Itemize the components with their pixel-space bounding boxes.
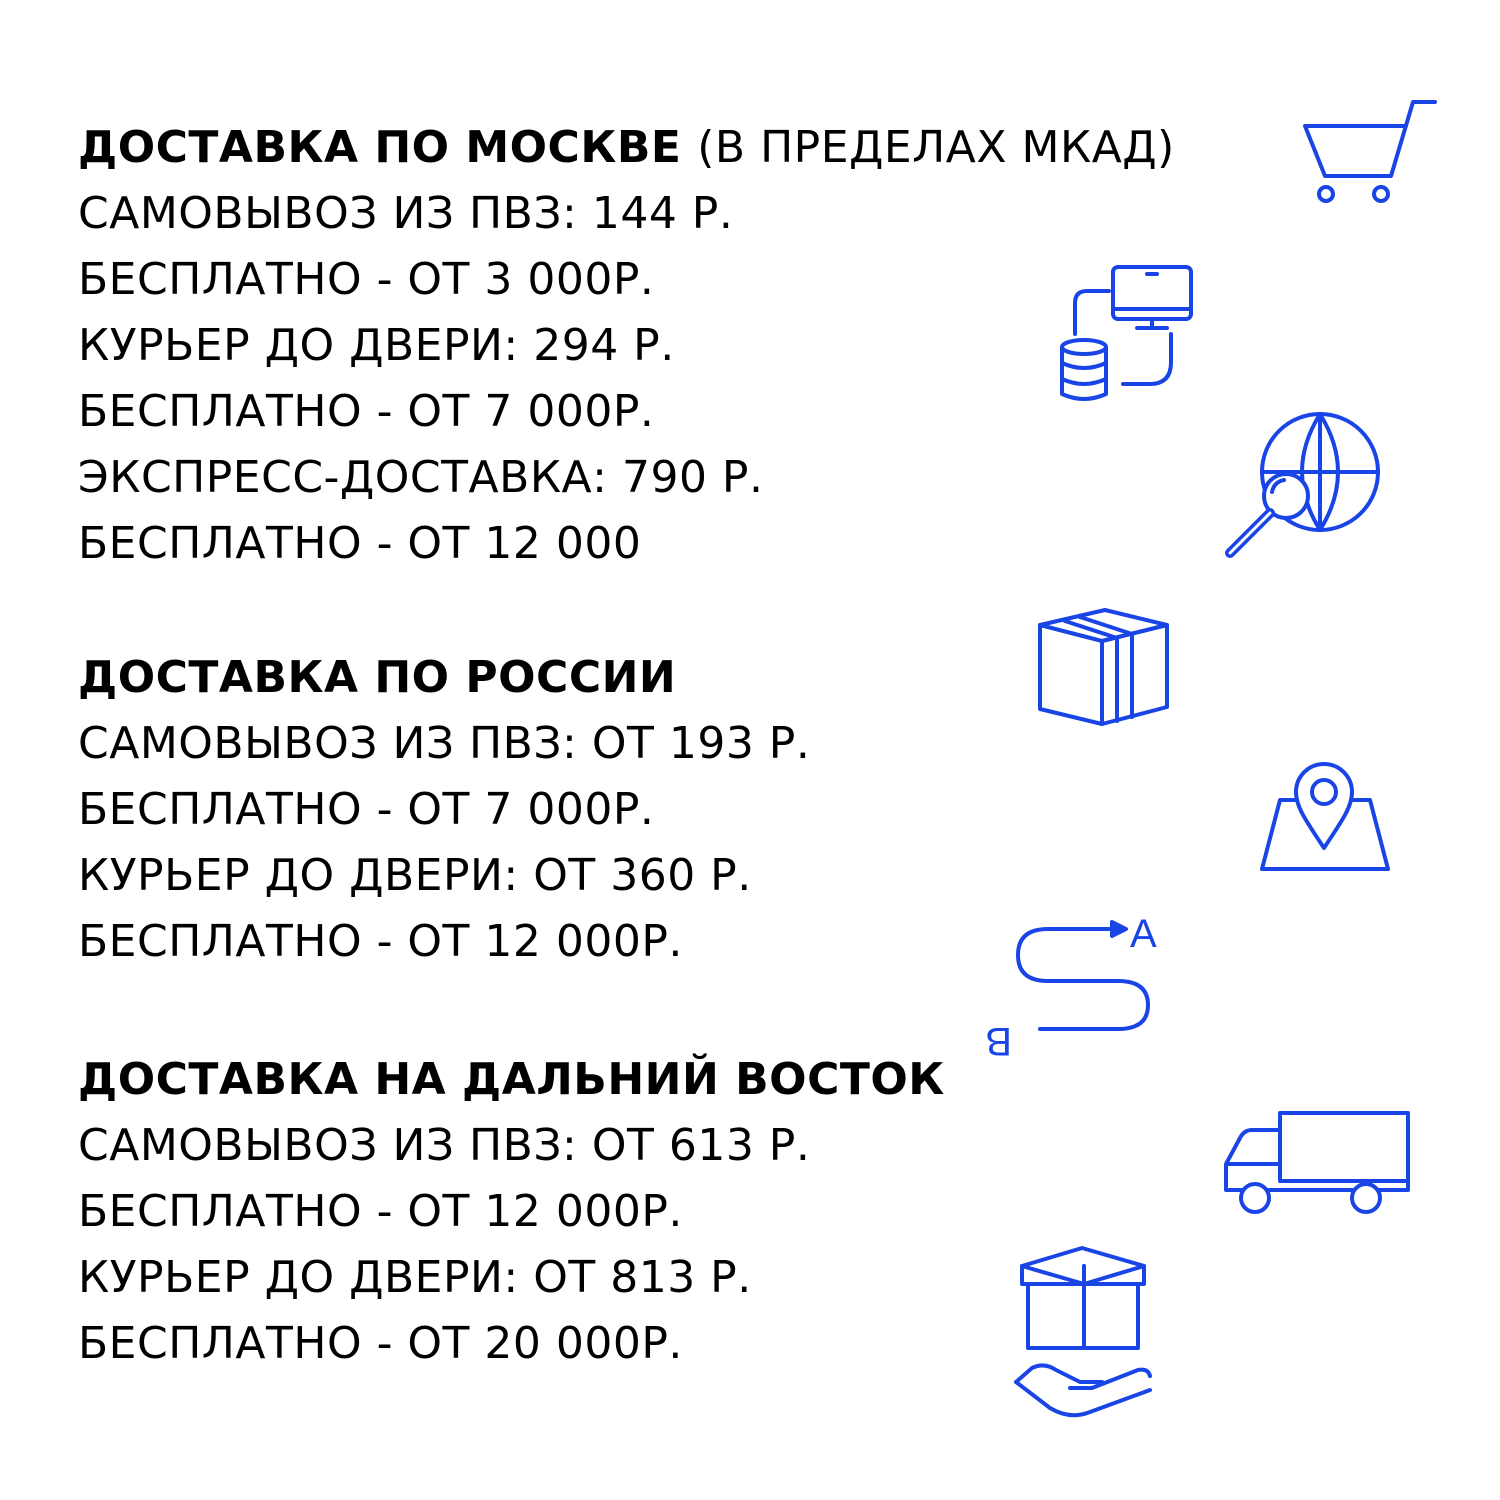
russia-line: БЕСПЛАТНО - ОТ 7 000Р. xyxy=(78,784,655,835)
moscow-title xyxy=(78,115,1175,181)
box-icon xyxy=(1035,605,1175,730)
moscow-line: ЭКСПРЕСС-ДОСТАВКА: 790 Р. xyxy=(78,452,764,503)
route-start-label: B xyxy=(985,1019,1012,1063)
moscow-line: САМОВЫВОЗ ИЗ ПВЗ: 144 Р. xyxy=(78,188,734,239)
russia-line: БЕСПЛАТНО - ОТ 12 000Р. xyxy=(78,916,683,967)
russia-line: САМОВЫВОЗ ИЗ ПВЗ: ОТ 193 Р. xyxy=(78,718,811,769)
shopping-cart-icon xyxy=(1295,98,1440,208)
route-end-label: A xyxy=(1130,912,1157,956)
russia-title: ДОСТАВКА ПО РОССИИ xyxy=(78,652,677,703)
box-on-hand-icon xyxy=(1010,1240,1160,1425)
russia-line: КУРЬЕР ДО ДВЕРИ: ОТ 360 Р. xyxy=(78,850,752,901)
delivery-truck-icon xyxy=(1222,1108,1412,1223)
map-pin-icon xyxy=(1258,762,1393,877)
moscow-delivery-section xyxy=(78,115,1175,577)
far-east-delivery-section xyxy=(78,1047,945,1377)
moscow-line: БЕСПЛАТНО - ОТ 3 000Р. xyxy=(78,254,655,305)
far-east-line: БЕСПЛАТНО - ОТ 12 000Р. xyxy=(78,1186,683,1237)
russia-delivery-section xyxy=(78,645,810,975)
far-east-line: КУРЬЕР ДО ДВЕРИ: ОТ 813 Р. xyxy=(78,1252,752,1303)
far-east-title: ДОСТАВКА НА ДАЛЬНИЙ ВОСТОК xyxy=(78,1054,945,1105)
moscow-title-bold: ДОСТАВКА ПО МОСКВЕ xyxy=(78,122,682,173)
moscow-line: КУРЬЕР ДО ДВЕРИ: 294 Р. xyxy=(78,320,675,371)
moscow-line: БЕСПЛАТНО - ОТ 12 000 xyxy=(78,518,642,569)
moscow-line: БЕСПЛАТНО - ОТ 7 000Р. xyxy=(78,386,655,437)
route-icon xyxy=(985,905,1160,1063)
computer-database-icon xyxy=(1055,262,1200,407)
far-east-line: БЕСПЛАТНО - ОТ 20 000Р. xyxy=(78,1318,683,1369)
far-east-line: САМОВЫВОЗ ИЗ ПВЗ: ОТ 613 Р. xyxy=(78,1120,811,1171)
globe-search-icon xyxy=(1222,410,1387,560)
moscow-title-note: (В ПРЕДЕЛАХ МКАД) xyxy=(697,122,1175,173)
